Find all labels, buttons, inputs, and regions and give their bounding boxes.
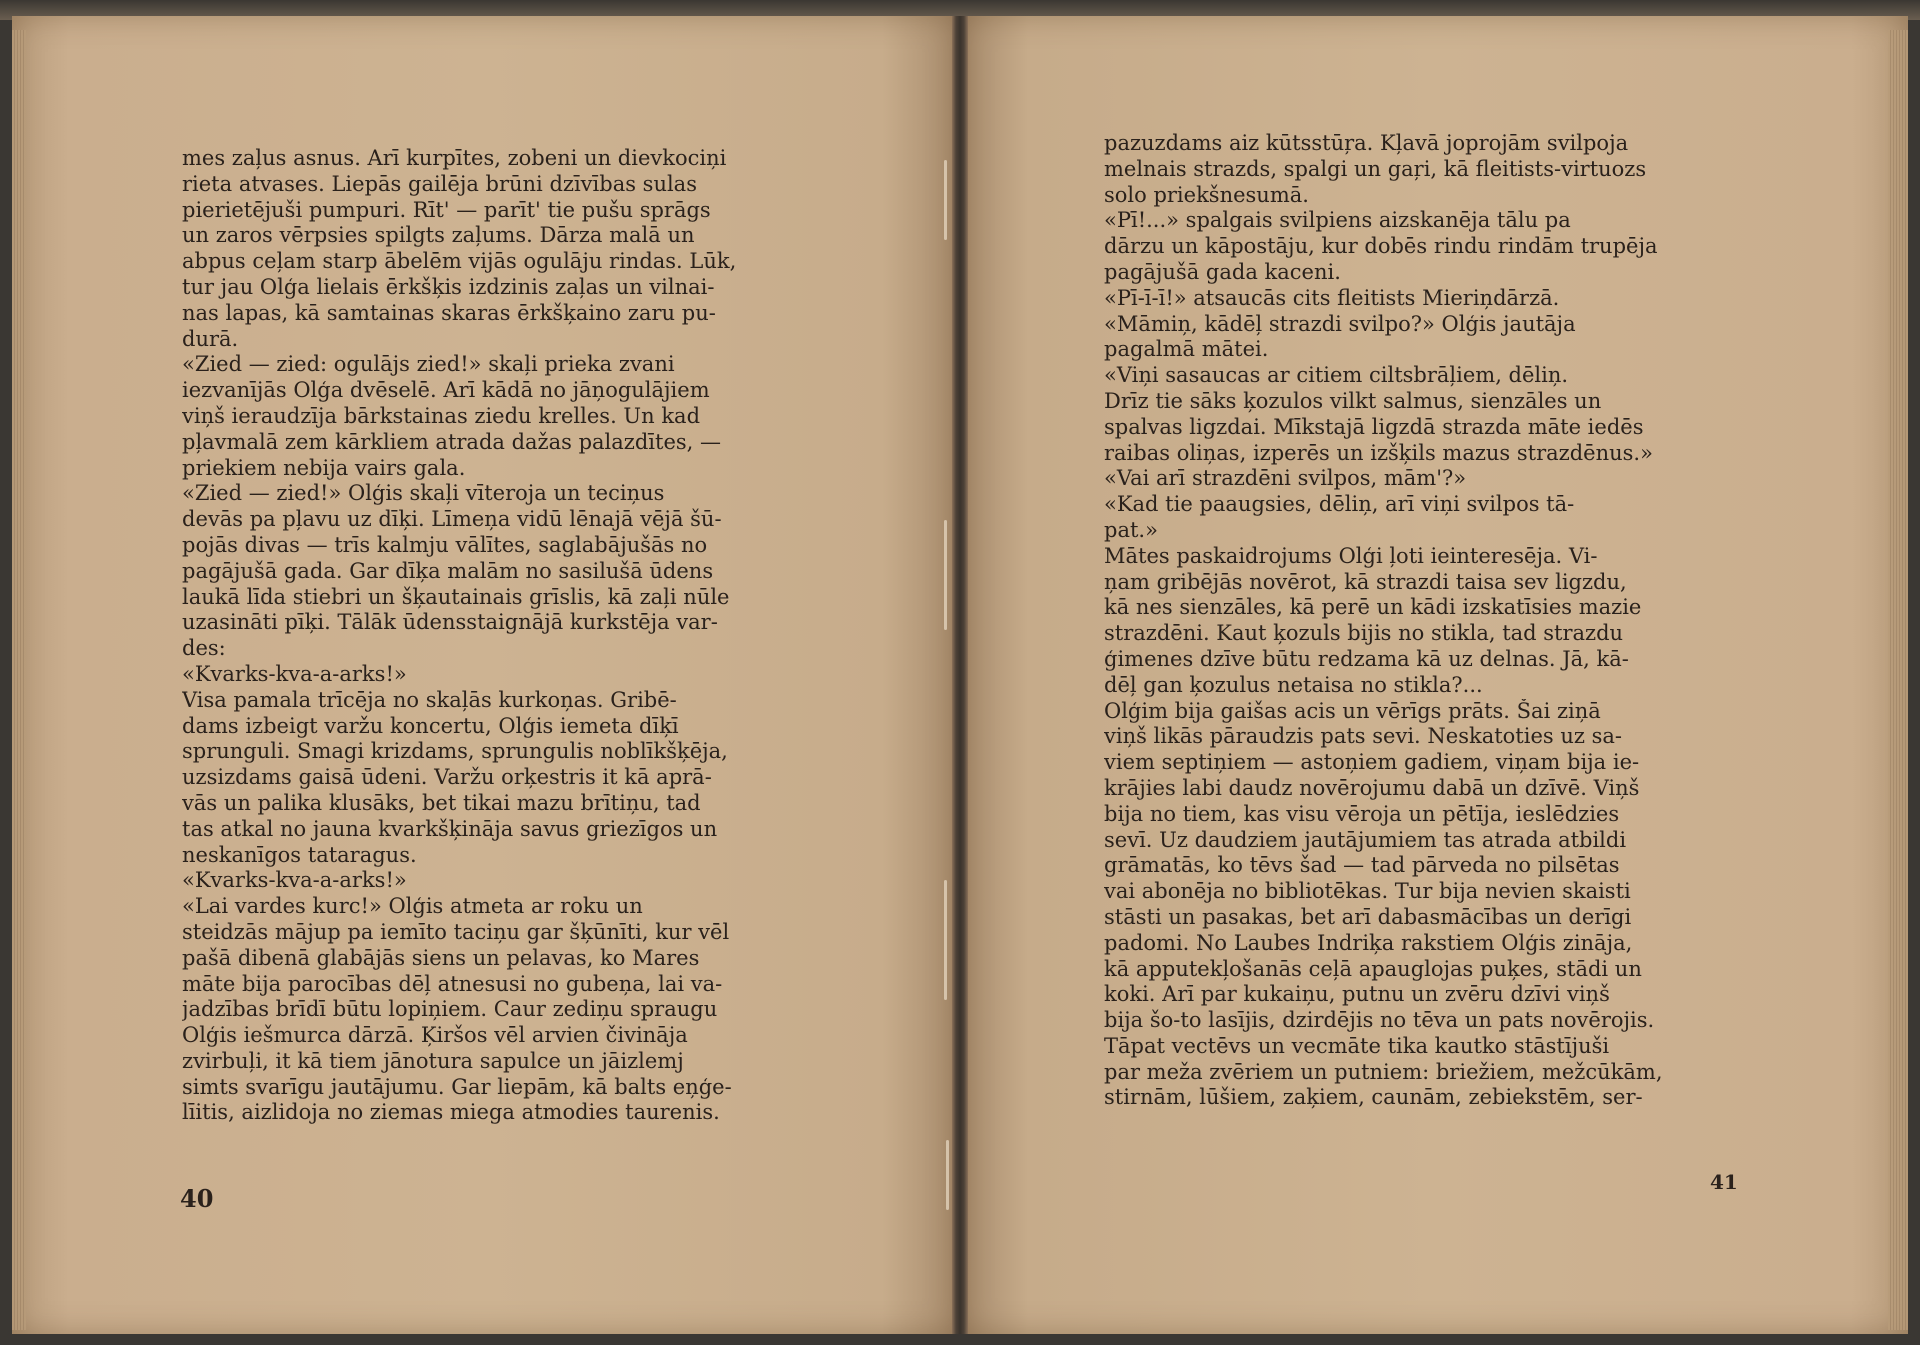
text-line: vai abonēja no bibliotēkas. Tur bija nevien skaisti xyxy=(1104,879,1631,904)
text-line: pagājušā gada kaceni. xyxy=(1104,259,1341,284)
text-line: laukā līda stiebri un šķautainais grīslis, kā zaļi nūle xyxy=(182,584,730,609)
text-line: viņš ieraudzīja bārkstainas ziedu krelles. Un kad xyxy=(182,403,701,428)
text-line: strazdēni. Kaut ķozuls bijis no stikla, tad strazdu xyxy=(1104,621,1624,646)
text-line: grāmatās, ko tēvs šad — tad pārveda no pilsētas xyxy=(1104,853,1620,878)
text-line: nas lapas, kā samtainas skaras ērkšķaino zaru pu- xyxy=(182,300,716,325)
text-line: durā. xyxy=(182,326,239,351)
text-line: viem septiņiem — astoņiem gadiem, viņam bija ie- xyxy=(1104,750,1640,775)
text-line: des: xyxy=(182,636,226,661)
text-line: kā apputekļošanās ceļā apauglojas puķes, stādi un xyxy=(1104,956,1642,981)
text-line: ģimenes dzīve būtu redzama kā uz delnas. Jā, kā- xyxy=(1104,646,1629,671)
left-page-edges xyxy=(12,30,26,1330)
text-line: melnais strazds, spalgi un gaŗi, kā fleitists-virtuozs xyxy=(1104,156,1647,181)
text-line: bija no tiem, kas visu vēroja un pētīja, ieslēdzies xyxy=(1104,801,1620,826)
text-line: un zaros vērpsies spilgts zaļums. Dārza malā un xyxy=(182,223,695,248)
text-line: dams izbeigt varžu koncertu, Olģis iemeta dīķī xyxy=(182,713,679,738)
text-line: Olģim bija gaišas acis un vērīgs prāts. Šai ziņā xyxy=(1104,698,1601,723)
text-line: pagājušā gada. Gar dīķa malām no sasilušā ūdens xyxy=(182,558,714,583)
text-line: pazuzdams aiz kūtsstūŗa. Kļavā joprojām svilpoja xyxy=(1104,131,1629,155)
binding-thread xyxy=(946,1140,949,1210)
text-line: neskanīgos tataragus. xyxy=(182,842,417,867)
text-line: līitis, aizlidoja no ziemas miega atmodies taurenis. xyxy=(182,1100,720,1125)
text-line: kā nes sienzāles, kā perē un kādi izskatīsies mazie xyxy=(1104,595,1642,620)
text-line: pojās divas — trīs kalmju vālītes, saglabājušās no xyxy=(182,532,708,557)
text-line: Visa pamala trīcēja no skaļās kurkoņas. Gribē- xyxy=(182,687,677,712)
text-line: «Vai arī strazdēni svilpos, mām'?» xyxy=(1104,466,1467,491)
text-line: koki. Arī par kukaiņu, putnu un zvēru dzīvi viņš xyxy=(1104,982,1610,1007)
text-line: padomi. No Laubes Indriķa rakstiem Olģis zināja, xyxy=(1104,930,1633,955)
text-line: spalvas ligzdai. Mīkstajā ligzdā strazda māte iedēs xyxy=(1104,414,1644,439)
text-line: Tāpat vectēvs un vecmāte tika kautko stāstījuši xyxy=(1104,1033,1610,1058)
text-line: sevī. Uz daudziem jautājumiem tas atrada atbildi xyxy=(1104,827,1627,852)
text-line: «Māmiņ, kādēļ strazdi svilpo?» Olģis jautāja xyxy=(1104,311,1576,336)
text-line: raibas oliņas, izperēs un izšķils mazus strazdēnus.» xyxy=(1104,440,1653,465)
text-line: uzasināti pīķi. Tālāk ūdensstaignājā kurkstēja var- xyxy=(182,610,718,635)
text-line: Drīz tie sāks ķozulos vilkt salmus, sienzāles un xyxy=(1104,388,1602,413)
book-gutter xyxy=(952,16,968,1334)
text-line: dārzu un kāpostāju, kur dobēs rindu rindām trupēja xyxy=(1104,234,1658,259)
text-line: abpus ceļam starp ābelēm vijās ogulāju rindas. Lūk, xyxy=(182,249,737,274)
text-line: dēļ gan ķozulus netaisa no stikla?... xyxy=(1104,672,1483,697)
text-line: stirnām, lūšiem, zaķiem, caunām, zebiekstēm, ser- xyxy=(1104,1085,1643,1110)
text-line: mes zaļus asnus. Arī kurpītes, zobeni un dievkociņi xyxy=(182,146,727,170)
text-line: māte bija parocības dēļ atnesusi no gubeņa, lai va- xyxy=(182,971,723,996)
text-line: Olģis iešmurca dārzā. Ķiršos vēl arvien čivināja xyxy=(182,1023,688,1048)
left-page-number: 40 xyxy=(180,1184,214,1213)
binding-thread xyxy=(944,520,947,630)
text-line: krājies labi daudz novērojumu dabā un dzīvē. Viņš xyxy=(1104,775,1640,800)
text-line: rieta atvases. Liepās gailēja brūni dzīvības sulas xyxy=(182,171,697,196)
text-line: «Kvarks-kva-a-arks!» xyxy=(182,868,407,893)
text-line: pat.» xyxy=(1104,517,1158,542)
text-line: solo priekšnesumā. xyxy=(1104,182,1309,207)
text-line: «Viņi sasaucas ar citiem ciltsbrāļiem, dēliņ. xyxy=(1104,363,1569,388)
text-line: «Kvarks-kva-a-arks!» xyxy=(182,661,407,686)
text-line: priekiem nebija vairs gala. xyxy=(182,455,466,480)
text-line: simts svarīgu jautājumu. Gar liepām, kā balts eņģe- xyxy=(182,1074,732,1099)
text-line: stāsti un pasakas, bet arī dabasmācības un derīgi xyxy=(1104,904,1632,929)
text-line: sprunguli. Smagi krizdams, sprungulis noblīkšķēja, xyxy=(182,739,728,764)
left-page-text xyxy=(182,146,810,1126)
text-line: Mātes paskaidrojums Olģi ļoti ieinteresēja. Vi- xyxy=(1104,543,1598,568)
text-line: «Pī-ī-ī!» atsaucās cits fleitists Mieriņdārzā. xyxy=(1104,285,1560,310)
text-line: par meža zvēriem un putniem: briežiem, mežcūkām, xyxy=(1104,1059,1663,1084)
text-line: ņam gribējās novērot, kā strazdi taisa sev ligzdu, xyxy=(1104,569,1627,594)
right-page-edges xyxy=(1888,30,1908,1330)
text-line: bija šo-to lasījis, dzirdējis no tēva un pats novērojis. xyxy=(1104,1008,1655,1033)
text-line: «Lai vardes kurc!» Olģis atmeta ar roku un xyxy=(182,894,643,919)
text-line: «Pī!...» spalgais svilpiens aizskanēja tālu pa xyxy=(1104,208,1571,233)
text-line: zvirbuļi, it kā tiem jānotura sapulce un jāizlemj xyxy=(182,1048,684,1073)
text-line: pagalmā mātei. xyxy=(1104,337,1269,362)
text-line: devās pa pļavu uz dīķi. Līmeņa vidū lēnajā vējā šū- xyxy=(182,507,722,532)
text-line: «Zied — zied!» Olģis skaļi vīteroja un teciņus xyxy=(182,481,665,506)
text-line: viņš likās pāraudzis pats sevi. Neskatoties uz sa- xyxy=(1104,724,1622,749)
text-line: pierietējuši pumpuri. Rīt' — parīt' tie pušu sprāgs xyxy=(182,197,711,222)
text-line: tas atkal no jauna kvarkšķināja savus griezīgos un xyxy=(182,816,718,841)
binding-thread xyxy=(944,880,947,1000)
text-line: pļavmalā zem kārkliem atrada dažas palazdītes, — xyxy=(182,429,721,454)
text-line: pašā dibenā glabājās siens un pelavas, ko Mares xyxy=(182,945,700,970)
text-line: iezvanījās Olģa dvēselē. Arī kādā no jāņogulājiem xyxy=(182,378,710,403)
text-line: «Kad tie paaugsies, dēliņ, arī viņi svilpos tā- xyxy=(1104,492,1575,517)
text-line: jadzības brīdī būtu lopiņiem. Caur zediņu spraugu xyxy=(182,997,718,1022)
text-line: uzsizdams gaisā ūdeni. Varžu orķestris it kā aprā- xyxy=(182,765,712,790)
text-line: «Zied — zied: ogulājs zied!» skaļi prieka zvani xyxy=(182,352,675,377)
right-page-number: 41 xyxy=(1710,1170,1738,1194)
text-line: steidzās mājup pa iemīto taciņu gar šķūnīti, kur vēl xyxy=(182,919,730,944)
text-line: vās un palika klusāks, bet tikai mazu brītiņu, tad xyxy=(182,790,701,815)
binding-thread xyxy=(944,160,947,240)
text-line: tur jau Olģa lielais ērkšķis izdzinis zaļas un vilnai- xyxy=(182,274,715,299)
right-page-text xyxy=(1104,131,1738,1111)
